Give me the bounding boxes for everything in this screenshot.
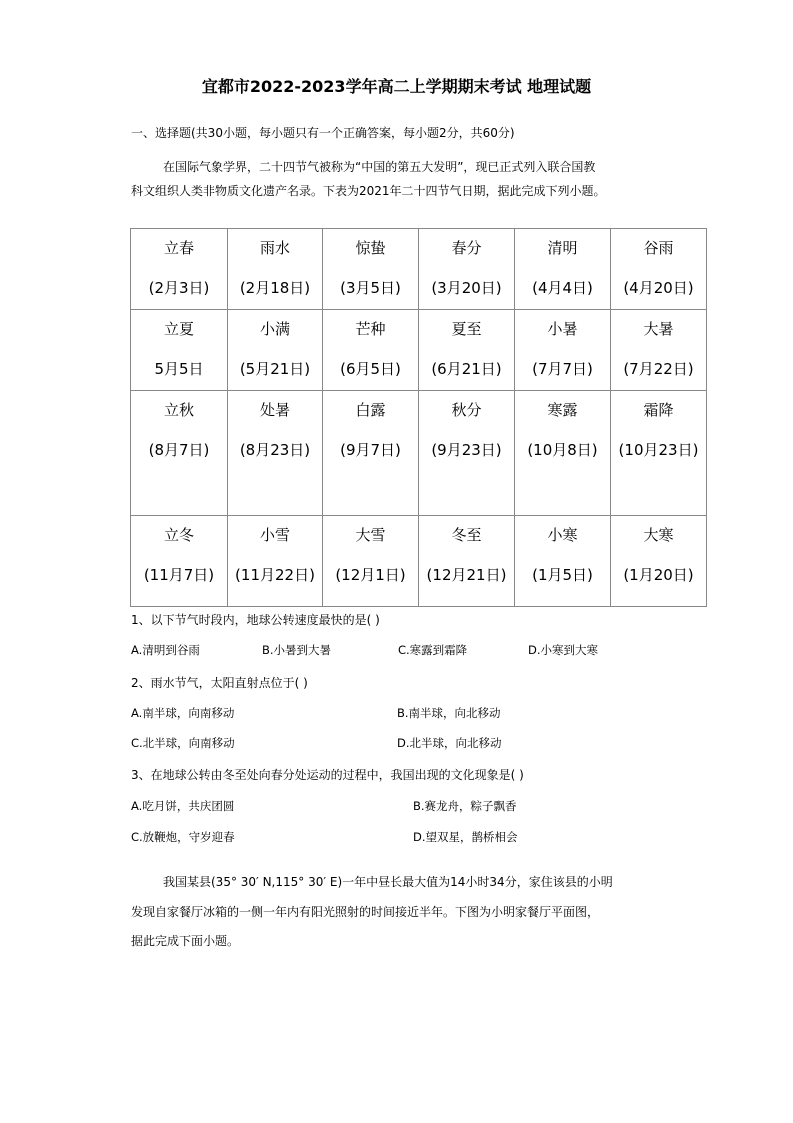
- solar-term-name: 寒露: [547, 401, 578, 419]
- table-cell: [323, 516, 419, 607]
- question-3-option-c[interactable]: C.放鞭炮，守岁迎春: [131, 830, 235, 844]
- table-cell: [419, 310, 515, 391]
- table-cell: [131, 391, 228, 516]
- table-cell: [611, 229, 707, 310]
- question-2-option-d[interactable]: D.北半球，向北移动: [397, 736, 502, 750]
- question-1-option-b[interactable]: B.小暑到大暑: [262, 643, 332, 657]
- exam-title: 宜都市2022-2023学年高二上学期期末考试 地理试题: [201, 77, 592, 96]
- table-cell: [131, 516, 228, 607]
- solar-term-name: 春分: [451, 239, 482, 257]
- question-2-option-c[interactable]: C.北半球，向南移动: [131, 736, 235, 750]
- solar-term-date: (8月7日): [148, 441, 210, 459]
- passage2-line2: 发现自家餐厅冰箱的一侧一年内有阳光照射的时间接近半年。下图为小明家餐厅平面图，: [131, 905, 600, 919]
- solar-term-name: 夏至: [451, 320, 482, 338]
- table-row: [131, 516, 707, 607]
- solar-term-date: (5月21日): [239, 360, 311, 378]
- solar-term-date: (2月18日): [239, 279, 311, 297]
- table-cell: [323, 229, 419, 310]
- solar-term-date: (6月21日): [431, 360, 502, 378]
- table-cell: [611, 310, 707, 391]
- solar-term-date: (12月21日): [426, 566, 507, 584]
- table-cell: [419, 516, 515, 607]
- passage2-line3: 据此完成下面小题。: [131, 934, 240, 948]
- solar-term-name: 大寒: [643, 526, 674, 544]
- question-1-option-a[interactable]: A.清明到谷雨: [131, 643, 200, 657]
- question-2-option-b[interactable]: B.南半球，向北移动: [397, 706, 501, 720]
- question-3-option-a[interactable]: A.吃月饼，共庆团圆: [131, 799, 235, 813]
- table-cell: [515, 391, 611, 516]
- solar-term-date: (8月23日): [239, 441, 311, 459]
- solar-term-date: (1月5日): [532, 566, 593, 584]
- solar-term-date: (12月1日): [335, 566, 406, 584]
- solar-term-name: 处暑: [259, 401, 290, 419]
- solar-term-date: (10月23日): [618, 441, 699, 459]
- solar-term-date: (3月20日): [431, 279, 502, 297]
- solar-term-name: 立秋: [163, 401, 194, 419]
- passage2-line1: 我国某县(35° 30′ N,115° 30′ E)一年中昼长最大值为14小时34分，家住该县的小明: [163, 875, 613, 889]
- solar-term-date: (4月4日): [532, 279, 593, 297]
- solar-term-date: (3月5日): [340, 279, 401, 297]
- table-cell: [611, 516, 707, 607]
- solar-terms-table: [130, 228, 707, 607]
- question-3-option-d[interactable]: D.望双星，鹊桥相会: [413, 830, 518, 844]
- solar-term-date: 5月5日: [154, 360, 204, 378]
- passage1-line2: 科文组织人类非物质文化遗产名录。下表为2021年二十四节气日期，据此完成下列小题。: [131, 184, 606, 198]
- solar-term-name: 雨水: [259, 239, 290, 257]
- solar-term-name: 立冬: [163, 526, 194, 544]
- solar-term-name: 霜降: [643, 401, 674, 419]
- solar-term-date: (6月5日): [340, 360, 401, 378]
- question-3-stem: 3、在地球公转由冬至处向春分处运动的过程中，我国出现的文化现象是( ): [131, 768, 524, 782]
- solar-term-name: 大暑: [643, 320, 674, 338]
- solar-term-name: 小满: [259, 320, 290, 338]
- question-1-option-c[interactable]: C.寒露到霜降: [398, 643, 468, 657]
- solar-term-date: (7月22日): [623, 360, 694, 378]
- table-row: [131, 229, 707, 310]
- question-3-option-b[interactable]: B.赛龙舟，粽子飘香: [413, 799, 517, 813]
- solar-term-date: (9月23日): [431, 441, 502, 459]
- solar-term-date: (4月20日): [623, 279, 694, 297]
- solar-term-date: (11月22日): [235, 566, 315, 584]
- solar-term-date: (11月7日): [143, 566, 215, 584]
- solar-term-date: (9月7日): [340, 441, 401, 459]
- table-cell: [515, 229, 611, 310]
- question-2-option-a[interactable]: A.南半球，向南移动: [131, 706, 235, 720]
- solar-term-name: 小暑: [547, 320, 578, 338]
- solar-term-name: 立春: [163, 239, 194, 257]
- solar-term-name: 清明: [547, 239, 578, 257]
- table-cell: [419, 391, 515, 516]
- solar-term-name: 小雪: [259, 526, 290, 544]
- solar-term-date: (10月8日): [527, 441, 598, 459]
- solar-term-name: 冬至: [451, 526, 482, 544]
- table-cell: [419, 229, 515, 310]
- question-1-option-d[interactable]: D.小寒到大寒: [528, 643, 599, 657]
- table-cell: [611, 391, 707, 516]
- table-cell: [228, 391, 323, 516]
- table-cell: [228, 229, 323, 310]
- solar-term-date: (7月7日): [532, 360, 593, 378]
- solar-term-name: 惊蛰: [355, 239, 386, 257]
- table-cell: [228, 310, 323, 391]
- solar-term-name: 小寒: [547, 526, 578, 544]
- table-cell: [131, 229, 228, 310]
- table-cell: [515, 310, 611, 391]
- table-cell: [515, 516, 611, 607]
- table-row: [131, 310, 707, 391]
- table-cell: [228, 516, 323, 607]
- solar-term-date: (2月3日): [148, 279, 210, 297]
- passage1-line1: 在国际气象学界，二十四节气被称为“中国的第五大发明”，现已正式列入联合国教: [163, 160, 596, 174]
- table-row: [131, 391, 707, 516]
- solar-term-name: 芒种: [355, 320, 386, 338]
- solar-term-date: (1月20日): [623, 566, 694, 584]
- table-cell: [323, 391, 419, 516]
- question-1-stem: 1、以下节气时段内，地球公转速度最快的是( ): [131, 613, 380, 627]
- table-cell: [323, 310, 419, 391]
- solar-term-name: 谷雨: [643, 239, 674, 257]
- table-cell: [131, 310, 228, 391]
- solar-term-name: 白露: [355, 401, 386, 419]
- section-heading: 一、选择题(共30小题，每小题只有一个正确答案，每小题2分，共60分): [131, 126, 515, 140]
- solar-term-name: 立夏: [163, 320, 194, 338]
- solar-term-name: 秋分: [451, 401, 482, 419]
- question-2-stem: 2、雨水节气，太阳直射点位于( ): [131, 676, 308, 690]
- solar-term-name: 大雪: [355, 526, 386, 544]
